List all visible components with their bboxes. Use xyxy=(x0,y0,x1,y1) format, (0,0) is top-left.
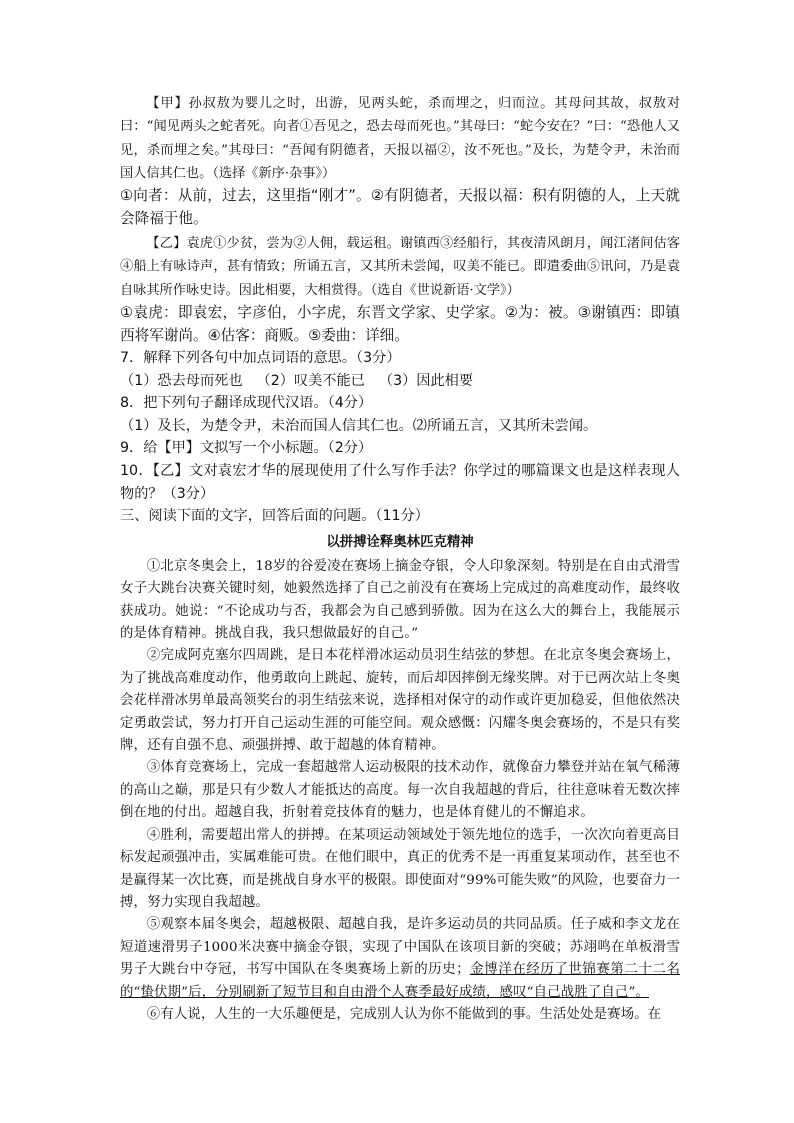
article-paragraph-5 xyxy=(120,914,680,1004)
passage-jia-note: ①向者：从前，过去，这里指“刚才”。②有阴德者，天报以福：积有阴德的人，上天就会降福于他。 xyxy=(120,187,680,227)
article-paragraph-4: ④胜利，需要超出常人的拼搏。在某项运动领域处于领先地位的选手，一次次向着更高目标发起顽强冲击，实属难能可贵。在他们眼中，真正的优秀不是一再重复某项动作，甚至也不是赢得某一次比赛，而是挑战自身水平的极限。即使面对“99%可能失败”的风险，也要奋力一搏，努力实现自我超越。 xyxy=(120,827,680,910)
passage-yi-text: 袁虎①少贫，尝为②人佣，载运租。谢镇西③经船行，其夜清风朗月，闻江渚间估客④船上有咏诗声，甚有情致；所诵五言，又其所未尝闻，叹美不能已。即遣委曲⑤讯问，乃是袁自咏其所作咏史诗。因此相要，大相赏得。（选自《世说新语·文学》） xyxy=(120,236,681,298)
question-10: 10．【乙】文对袁宏才华的展现使用了什么写作手法？你学过的哪篇课文也是这样表现人物的？（3分） xyxy=(120,463,680,502)
passage-yi-label: 【乙】 xyxy=(146,236,187,252)
article-paragraph-2: ②完成阿克塞尔四周跳，是日本花样滑冰运动员羽生结弦的梦想。在北京冬奥会赛场上，为了挑战高难度动作，他勇敢向上跳起、旋转，而后却因摔倒无缘奖牌。对于已两次站上冬奥会花样滑冰男单最高领奖台的羽生结弦来说，选择相对保守的动作或许更加稳妥，但他依然决定勇敢尝试，努力打开自己运动生涯的可能空间。观众感慨：闪耀冬奥会赛场的，不是只有奖牌，还有自强不息、顽强拼搏、敢于超越的体育精神。 xyxy=(120,648,680,754)
article-paragraph-3: ③体育竞赛场上，完成一套超越常人运动极限的技术动作，就像奋力攀登并站在氧气稀薄的高山之巅，那是只有少数人才能抵达的高度。每一次自我超越的背后，往往意味着无数次摔倒在地的付出。超越自我，折射着竞技体育的魅力，也是体育健儿的不懈追求。 xyxy=(120,760,680,821)
article-paragraph-6: ⑥有人说，人生的一大乐趣便是，完成别人认为你不能做到的事。生活处处是赛场。在 xyxy=(146,1006,662,1022)
question-8: 8．把下列句子翻译成现代汉语。（4分） xyxy=(120,395,373,412)
passage-jia-label: 【甲】 xyxy=(146,96,189,111)
article-title: 以拼搏诠释奥林匹克精神 xyxy=(326,533,474,550)
article-paragraph-5-underlined: 金博洋在经历了世锦赛第二十二名的“蛰伏期”后，分别刷新了短节目和自由滑个人赛季最好成绩，感叹“自己战胜了自己”。 xyxy=(120,962,681,1000)
passage-jia xyxy=(120,92,680,185)
question-8-items: （1）及长，为楚令尹，未治而国人信其仁也。⑵所诵五言，又其所未尝闻。 xyxy=(120,417,598,434)
passage-yi xyxy=(120,232,680,302)
question-9: 9．给【甲】文拟写一个小标题。（2分） xyxy=(120,440,373,457)
article-paragraph-1: ①北京冬奥会上，18岁的谷爱凌在赛场上摘金夺银，令人印象深刻。特别是在自由式滑雪女子大跳台决赛关键时刻，她毅然选择了自己之前没有在赛场上完成过的高难度动作，最终收获成功。她说：“不论成功与否，我都会为自己感到骄傲。因为在这么大的舞台上，我能展示的是体育精神。挑战自我，我只想做最好的自己。” xyxy=(120,558,680,642)
article-paragraph-5-text: ⑤观察本届冬奥会，超越极限、超越自我，是许多运动员的共同品质。任子威和李文龙在短道速滑男子1000米决赛中摘金夺银，实现了中国队在该项目新的突破；苏翊鸣在单板滑雪男子大跳台中夺冠，书写中国队在冬奥赛场上新的历史； xyxy=(120,917,680,978)
passage-yi-note: ①袁虎：即袁宏，字彦伯，小字虎，东晋文学家、史学家。②为：被。③谢镇西：即镇西将军谢尚。④估客：商贩。⑤委曲：详细。 xyxy=(120,304,680,344)
document-page xyxy=(120,92,680,1026)
section-3-heading: 三、阅读下面的文字，回答后面的问题。（11分） xyxy=(120,508,429,525)
question-7-item-3: （3）因此相要 xyxy=(378,372,474,389)
question-7-item-2: （2）叹美不能已 xyxy=(256,372,365,389)
question-7: 7．解释下列各句中加点词语的意思。（3分） xyxy=(120,350,401,367)
passage-jia-text: 孙叔敖为婴儿之时，出游，见两头蛇，杀而埋之，归而泣。其母问其故，叔敖对曰：“闻见两头之蛇者死。向者①吾见之，恐去母而死也。”其母曰：“蛇今安在？”曰：“恐他人又见，杀而埋之矣。”其母曰：“吾闻有阴德者，天报以福②，汝不死也。”及长，为楚令尹，未治而国人信其仁也。（选择《新序·杂事》） xyxy=(120,96,681,181)
question-7-item-1: （1）恐去母而死也 xyxy=(120,372,243,389)
question-7-items xyxy=(120,370,680,393)
